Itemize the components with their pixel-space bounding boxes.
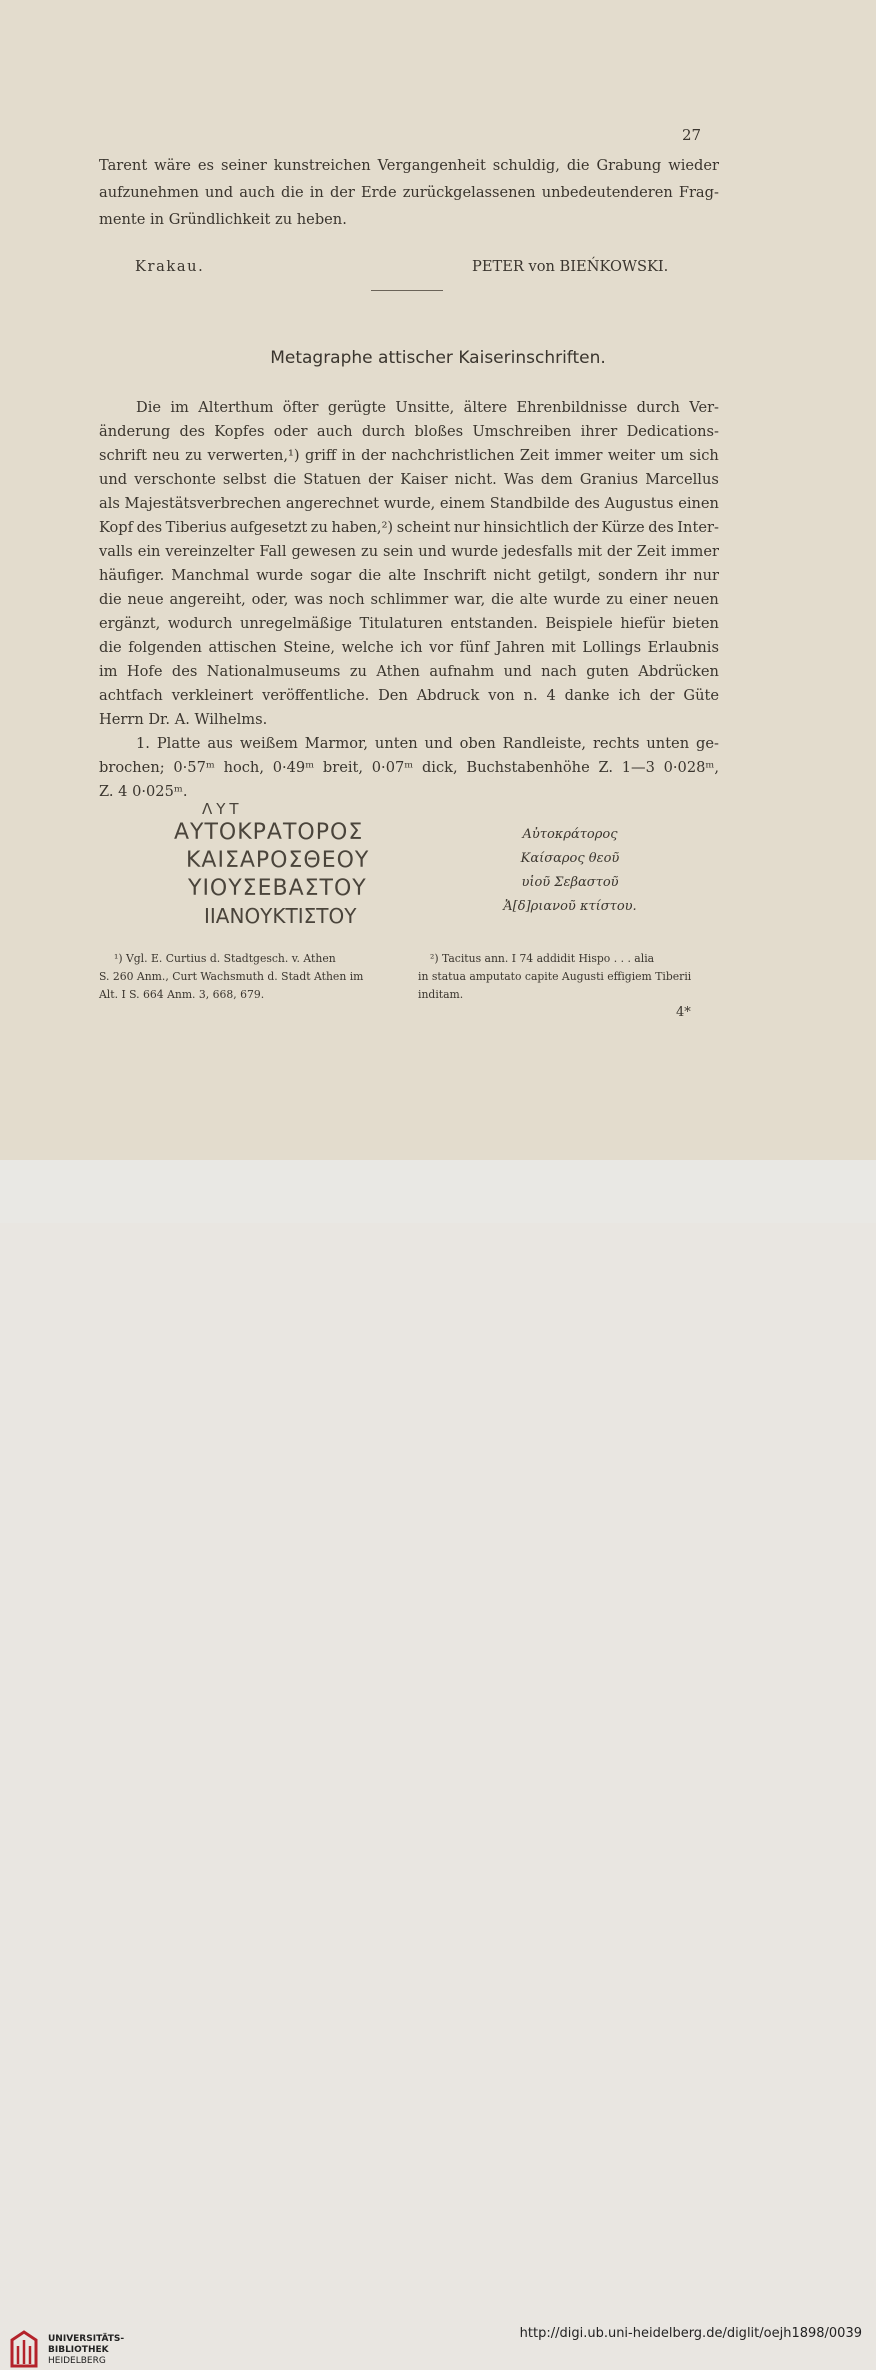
library-name-line-3: HEIDELBERG — [48, 2356, 106, 2366]
page-number: 27 — [682, 126, 702, 144]
section-divider — [371, 290, 443, 291]
body-line-14: Herrn Dr. A. Wilhelms. — [99, 711, 268, 728]
transcription-line-4: Ἀ[δ]ριανοῦ κτίστου. — [503, 899, 637, 914]
library-name-line-1: UNIVERSITÄTS- — [48, 2334, 125, 2344]
footnote-1-line-2: S. 260 Anm., Curt Wachsmuth d. Stadt Athen im — [99, 970, 364, 983]
inscription-line-4: ΙΙΑΝΟΥΚΤΙΣΤΟΥ — [204, 904, 357, 928]
body-line-4: und verschonte selbst die Statuen der Kaiser nicht. Was dem Granius Marcellus — [99, 471, 719, 488]
body-line-5: als Majestätsverbrechen angerechnet wurde, einem Standbilde des Augustus einen — [99, 495, 719, 512]
body-line-3: schrift neu zu verwerten,¹) griff in der nachchristlichen Zeit immer weiter um sich — [99, 447, 719, 464]
footnote-1-line-3: Alt. I S. 664 Anm. 3, 668, 679. — [99, 988, 265, 1001]
item-line-2: brochen; 0·57ᵐ hoch, 0·49ᵐ breit, 0·07ᵐ dick, Buchstabenhöhe Z. 1—3 0·028ᵐ, — [99, 759, 719, 776]
footnote-2-line-3: inditam. — [418, 988, 464, 1001]
intro-line-2: aufzunehmen und auch die in der Erde zurückgelassenen unbedeutenderen Frag- — [99, 184, 719, 201]
source-url-link[interactable]: http://digi.ub.uni-heidelberg.de/diglit/oejh1898/0039 — [519, 2326, 862, 2341]
inscription-line-2: ΚΑΙΣΑΡΟΣΘΕΟΥ — [186, 848, 370, 873]
body-line-6: Kopf des Tiberius aufgesetzt zu haben,²) scheint nur hinsichtlich der Kürze des Inter- — [99, 519, 719, 536]
inscription-line-3: ΥΙΟΥΣΕΒΑΣΤΟΥ — [188, 876, 367, 901]
transcription-line-2: Καίσαρος θεοῦ — [520, 851, 620, 866]
body-line-13: achtfach verkleinert veröffentliche. Den Abdruck von n. 4 danke ich der Güte — [99, 687, 719, 704]
body-line-2: änderung des Kopfes oder auch durch bloßes Umschreiben ihrer Dedications- — [99, 423, 719, 440]
body-line-8: häufiger. Manchmal wurde sogar die alte Inschrift nicht getilgt, sondern ihr nur — [99, 567, 719, 584]
footnote-2-line-1: ²) Tacitus ann. I 74 addidit Hispo . . . alia — [430, 952, 655, 965]
article-heading: Metagraphe attischer Kaiserinschriften. — [270, 348, 606, 368]
transcription-line-1: Αὐτοκράτορος — [522, 827, 618, 842]
footnote-1-line-1: ¹) Vgl. E. Curtius d. Stadtgesch. v. Athen — [114, 952, 336, 965]
body-line-1: Die im Alterthum öfter gerügte Unsitte, ältere Ehrenbildnisse durch Ver- — [136, 399, 719, 416]
item-line-3: Z. 4 0·025ᵐ. — [99, 783, 188, 800]
body-line-12: im Hofe des Nationalmuseums zu Athen aufnahm und nach guten Abdrücken — [99, 663, 719, 680]
author-signature: PETER von BIEŃKOWSKI. — [472, 258, 669, 275]
transcription-line-3: υἱοῦ Σεβαστοῦ — [521, 875, 619, 890]
scanned-page — [0, 0, 876, 1160]
viewer-footer — [0, 1160, 876, 2366]
footnote-2-line-2: in statua amputato capite Augusti effigiem Tiberii — [418, 970, 692, 983]
intro-line-3: mente in Gründlichkeit zu heben. — [99, 211, 347, 228]
inscription-line-1: ΑΥΤΟΚΡΑΤΟΡΟΣ — [174, 820, 364, 845]
library-name — [48, 2334, 124, 2367]
place-signature: Krakau. — [135, 258, 205, 275]
body-line-9: die neue angereiht, oder, was noch schlimmer war, die alte wurde zu einer neuen — [99, 591, 719, 608]
intro-line-1: Tarent wäre es seiner kunstreichen Vergangenheit schuldig, die Grabung wieder — [99, 157, 719, 174]
inscription-top-fragment: ΛΥΤ — [202, 800, 243, 818]
signature-mark: 4* — [676, 1005, 691, 1020]
library-logo-icon — [10, 2330, 38, 2370]
body-line-11: die folgenden attischen Steine, welche ich vor fünf Jahren mit Lollings Erlaubnis — [99, 639, 719, 656]
inscription-drawing — [174, 800, 414, 935]
item-line-1: 1. Platte aus weißem Marmor, unten und oben Randleiste, rechts unten ge- — [136, 735, 719, 752]
body-line-7: valls ein vereinzelter Fall gewesen zu sein und wurde jedesfalls mit der Zeit immer — [99, 543, 719, 560]
library-name-line-2: BIBLIOTHEK — [48, 2345, 109, 2355]
body-line-10: ergänzt, wodurch unregelmäßige Titulaturen entstanden. Beispiele hiefür bieten — [99, 615, 719, 632]
